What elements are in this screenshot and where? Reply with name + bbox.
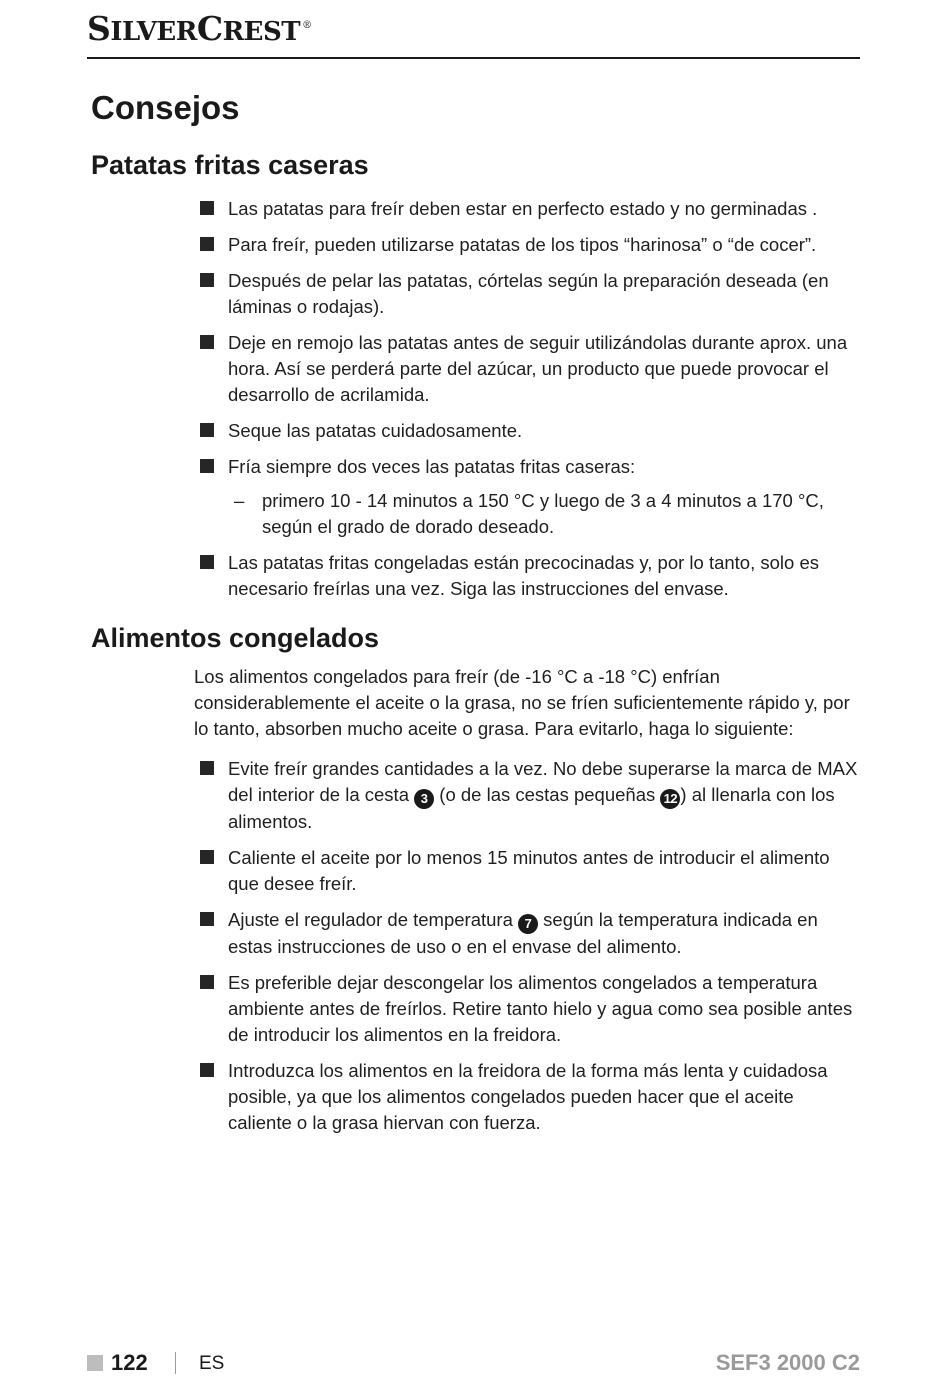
bullet-square-icon [200, 423, 214, 437]
list-item-text: Caliente el aceite por lo menos 15 minutos antes de introducir el alimento que desee freír. [228, 847, 830, 894]
bullet-square-icon [200, 237, 214, 251]
list-item-text: Seque las patatas cuidadosamente. [228, 420, 523, 441]
brand-initial-2: C [196, 9, 223, 48]
brand-logo [87, 6, 312, 52]
brand-rest-2: REST [222, 17, 301, 47]
list-item [197, 418, 861, 444]
section-title-fries: Patatas fritas caseras [91, 150, 369, 180]
list-item [197, 268, 861, 320]
bullet-square-icon [200, 975, 214, 989]
bullet-square-icon [200, 912, 214, 926]
list-item-text: Las patatas para freír deben estar en perfecto estado y no germinadas . [228, 198, 818, 219]
bullet-square-icon [200, 459, 214, 473]
list-item [197, 845, 861, 897]
list-item-text: Introduzca los alimentos en la freidora de la forma más lenta y cuidadosa posible, ya que los alimentos congelados pueden hacer que el aceite caliente o la grasa hiervan con fuerza. [228, 1060, 828, 1133]
list-item [197, 232, 861, 258]
list-item [197, 330, 861, 408]
part-number-12-icon: 12 [660, 789, 680, 809]
footer-square-icon [87, 1355, 103, 1371]
brand-rest-1: ILVER [110, 17, 197, 47]
list-item [197, 454, 861, 480]
bullet-square-icon [200, 850, 214, 864]
section-title-frozen: Alimentos congelados [91, 623, 380, 653]
list-item-text: según la temperatura indicada en estas instrucciones de uso o en el envase del alimento. [228, 909, 818, 957]
page-title: Consejos [91, 89, 240, 126]
footer-separator [175, 1352, 176, 1374]
list-item-text: Para freír, pueden utilizarse patatas de los tipos “harinosa” o “de cocer”. [228, 234, 817, 255]
part-number-7-icon: 7 [518, 914, 538, 934]
list-item [197, 756, 861, 835]
bullet-square-icon [200, 1063, 214, 1077]
list-item-text: Después de pelar las patatas, córtelas según la preparación deseada (en láminas o rodajas). [228, 270, 829, 317]
model-number: SEF3 2000 C2 [715, 1350, 860, 1375]
list-item-text: Es preferible dejar descongelar los alimentos congelados a temperatura ambiente antes de freírlos. Retire tanto hielo y agua como sea posible antes de introducir los alimentos en la freidora. [228, 972, 853, 1045]
frozen-intro-paragraph: Los alimentos congelados para freír (de -16 °C a -18 °C) enfrían considerablemente el aceite o la grasa, no se fríen suficientemente rápido y, por lo tanto, absorben mucho aceite o grasa. Para evitarlo, haga lo siguiente: [194, 666, 850, 739]
list-item [197, 550, 861, 602]
bullet-square-icon [200, 335, 214, 349]
header-divider [87, 57, 860, 59]
list-item-text: Ajuste el regulador de temperatura [228, 909, 519, 930]
brand-initial-1: S [87, 9, 111, 48]
list-item-text: (o de las cestas pequeñas [434, 784, 661, 805]
dash-marker: – [234, 490, 245, 511]
bullet-square-icon [200, 201, 214, 215]
list-item-text: Las patatas fritas congeladas están precocinadas y, por lo tanto, solo es necesario freírlas una vez. Siga las instrucciones del envase. [228, 552, 819, 599]
bullet-square-icon [200, 761, 214, 775]
list-item [197, 1058, 861, 1136]
fries-list [197, 196, 861, 612]
list-item-text: ) al llenarla con los alimentos. [228, 784, 835, 832]
list-item-text: Fría siempre dos veces las patatas fritas caseras: [228, 456, 636, 477]
list-item [197, 907, 861, 960]
list-item-text: Deje en remojo las patatas antes de seguir utilizándolas durante aprox. una hora. Así se perderá parte del azúcar, un producto que puede provocar el desarrollo de acrilamida. [228, 332, 848, 405]
part-number-3-icon: 3 [414, 789, 434, 809]
registered-mark: ® [302, 20, 312, 31]
language-code: ES [199, 1353, 225, 1374]
bullet-square-icon [200, 273, 214, 287]
list-item [197, 196, 861, 222]
sub-list-item [197, 488, 861, 540]
sub-list-item-text: primero 10 - 14 minutos a 150 °C y luego de 3 a 4 minutos a 170 °C, según el grado de dorado deseado. [262, 490, 824, 537]
frozen-list [197, 756, 861, 1146]
page-number: 122 [111, 1350, 148, 1375]
bullet-square-icon [200, 555, 214, 569]
list-item-text: Evite freír grandes cantidades a la vez. No debe superarse la marca de MAX del interior de la cesta [228, 758, 858, 805]
list-item [197, 970, 861, 1048]
